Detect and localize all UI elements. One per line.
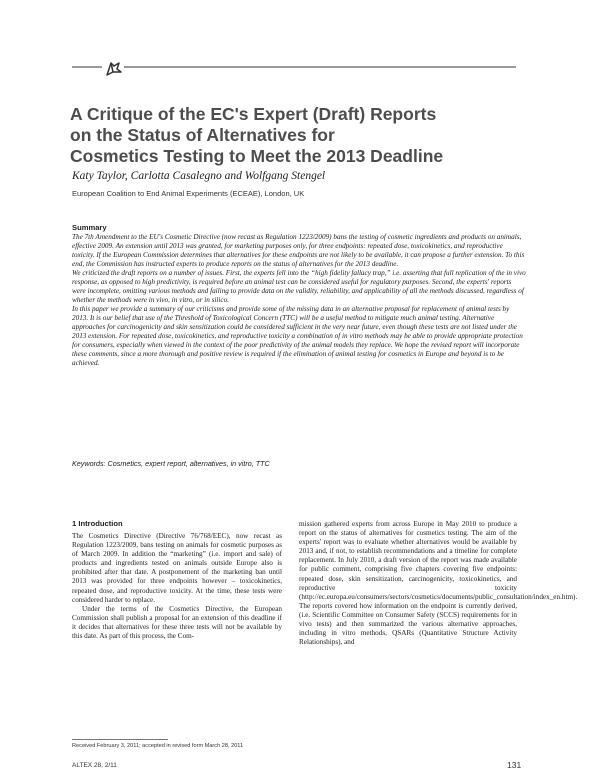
- summary-paragraph: We criticized the draft reports on a number of issues. First, the experts fell into the “high fidelity fallacy trap,” i.e. asserting that full replication of the in vivo response, as opposed to high predictivity, is required before an animal test can be considered useful for regulatory purposes. Second, the experts' reports were incomplete, omitting various methods and failing to provide data on the validity, reliability, and applicability of all the methods discussed, regardless of whether the methods were in vivo, in vitro, or in silico.: [72, 269, 526, 304]
- keywords: Keywords: Cosmetics, expert report, alternatives, in vitro, TTC: [72, 459, 270, 468]
- body-paragraph: The Cosmetics Directive (Directive 76/768/EEC), now recast as Regulation 1223/2009, bans testing on animals for cosmetic purposes as of March 2009. In addition the “marketing” (i.e. import and sale) of products and ingredients tested on animals outside Europe also is prohibited after that date. A postponement of the marketing ban until 2013 was provided for three endpoints however – toxicokinetics, repeated dose, and reproductive toxicity. At the time, these tests were considered harder to replace.: [72, 532, 282, 604]
- title-line: Cosmetics Testing to Meet the 2013 Deadline: [70, 146, 444, 166]
- body-paragraph: mission gathered experts from across Europe in May 2010 to produce a report on the status of alternatives for cosmetics testing. The aim of the experts' report was to evaluate whether alternatives would be available by 2013 and, if not, to establish recommendations and a timeline for complete replacement. In July 2010, a draft version of the report was made available for public comment, comprising five chapters covering five endpoints: repeated dose, skin sensitization, carcinogenicity, toxicokinetics, and reproductive toxicity (http://ec.europa.eu/consumers/sectors/cosmetics/documents/public_consultation/index_en.htm). The reports covered how information on the endpoint is currently derived, (i.e. Scientific Committee on Consumer Safety (SCCS) requirements for in vivo tests) and then summarized the various alternative approaches, including in vitro methods, QSARs (Quantitative Structure Activity Relationships), and: [299, 520, 578, 647]
- altex-paw-icon: [102, 57, 124, 79]
- header-rule: [72, 66, 516, 68]
- summary-paragraph: The 7th Amendment to the EU's Cosmetic Directive (now recast as Regulation 1223/2009) bans the testing of cosmetic ingredients and products on animals, effective 2009. An extension until 2013 was granted, for marketing purposes only, for three endpoints: repeated dose, toxicokinetics, and reproductive toxicity. If the European Commission determines that alternatives for these endpoints are not likely to be available, it can propose a further extension. To this end, the Commission has instructed experts to produce reports on the status of alternatives for the 2013 deadline.: [72, 233, 525, 268]
- journal-citation: ALTEX 28, 2/11: [72, 762, 117, 769]
- footnote-rule: [72, 739, 168, 740]
- body-paragraph: Under the terms of the Cosmetics Directive, the European Commission shall publish a proposal for an extension of this deadline if it decides that alternatives for these three tests will not be available by this date. As part of this process, the Com-: [72, 604, 282, 641]
- page-number: 131: [507, 760, 522, 770]
- article-title: [70, 104, 540, 167]
- summary-heading: Summary: [72, 223, 107, 232]
- summary: [72, 223, 526, 368]
- authors: Katy Taylor, Carlotta Casalegno and Wolfgang Stengel: [72, 170, 326, 182]
- title-line: on the Status of Alternatives for: [70, 125, 335, 145]
- summary-paragraph: In this paper we provide a summary of our criticisms and provide some of the missing data in an alternative proposal for replacement of animal tests by 2013. It is our belief that use of the Threshold of Toxicological Concern (TTC) will be a useful method to mitigate much animal testing. Alternative approaches for carcinogenicity and skin sensitization could be considered sufficient in the very near future, even though these tests are not listed under the 2013 extension. For repeated dose, toxicokinetics, and reproductive toxicity a combination of in vitro methods may be able to provide appropriate protection for consumers, especially when viewed in the context of the poor predictivity of the animal models they replace. We hope the revised report will incorporate these comments, since a more thorough and positive review is required if the elimination of animal testing for cosmetics in Europe and beyond is to be achieved.: [72, 305, 523, 367]
- affiliation: European Coalition to End Animal Experiments (ECEAE), London, UK: [72, 189, 305, 198]
- received-note: Received February 3, 2011; accepted in revised form March 28, 2011: [72, 743, 244, 749]
- body-column-right: [299, 520, 578, 647]
- section-heading: 1 Introduction: [72, 519, 123, 528]
- title-line: A Critique of the EC's Expert (Draft) Reports: [70, 104, 437, 124]
- body-column-left: [72, 532, 282, 641]
